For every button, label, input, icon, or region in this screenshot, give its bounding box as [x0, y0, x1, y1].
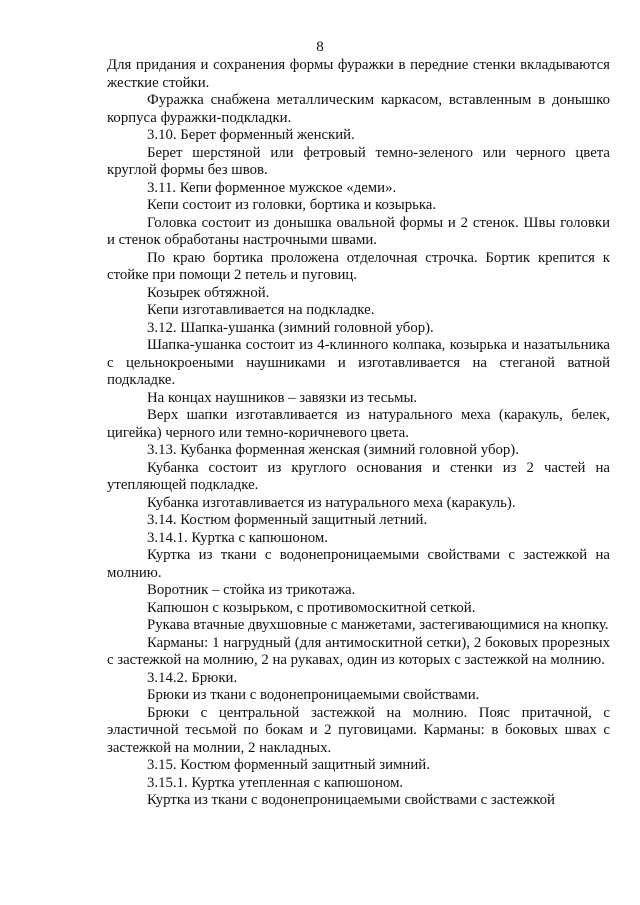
paragraph: Берет шерстяной или фетровый темно-зеленого или черного цвета круглой формы без швов.	[107, 144, 610, 178]
paragraph: 3.13. Кубанка форменная женская (зимний головной убор).	[147, 442, 519, 458]
paragraph: Для придания и сохранения формы фуражки в передние стенки вкладываются жесткие стойки.	[107, 57, 610, 91]
paragraph: 3.11. Кепи форменное мужское «деми».	[147, 179, 397, 196]
document-body	[107, 57, 610, 810]
paragraph: 3.15. Костюм форменный защитный зимний.	[147, 757, 430, 773]
paragraph: Брюки с центральной застежкой на молнию. Пояс притачной, с эластичной тесьмой по бокам и 2 пуговицами. Карманы: в боковых швах с застежкой на молнии, 2 накладных.	[107, 704, 610, 756]
paragraph: Кепи изготавливается на подкладке.	[147, 302, 375, 318]
paragraph: 3.14.1. Куртка с капюшоном.	[147, 529, 328, 546]
paragraph: Куртка из ткани с водонепроницаемыми свойствами с застежкой	[147, 792, 555, 808]
paragraph: Козырек обтяжной.	[147, 284, 270, 301]
paragraph: 3.14. Костюм форменный защитный летний.	[147, 512, 428, 528]
paragraph: Фуражка снабжена металлическим каркасом, вставленным в донышко корпуса фуражки-подкладки.	[107, 92, 610, 126]
paragraph: Кепи состоит из головки, бортика и козырька.	[147, 197, 437, 213]
paragraph: 3.10. Берет форменный женский.	[147, 127, 355, 143]
paragraph: Головка состоит из донышка овальной формы и 2 стенок. Швы головки и стенок обработаны настрочными швами.	[107, 214, 610, 248]
paragraph: Шапка-ушанка состоит из 4-клинного колпака, козырька и назатыльника с цельнокроеными наушниками и изготавливается на стеганой ватной подкладке.	[107, 337, 610, 388]
paragraph: 3.12. Шапка-ушанка (зимний головной убор).	[147, 319, 434, 336]
paragraph: На концах наушников – завязки из тесьмы.	[147, 389, 418, 406]
page-number: 8	[316, 39, 324, 55]
paragraph: Брюки из ткани с водонепроницаемыми свойствами.	[147, 687, 480, 703]
paragraph: 3.15.1. Куртка утепленная с капюшоном.	[147, 774, 404, 791]
paragraph: Карманы: 1 нагрудный (для антимоскитной сетки), 2 боковых прорезных с застежкой на молнию, 2 на рукавах, один из которых с застежкой на молнию.	[107, 634, 610, 668]
paragraph: Рукава втачные двухшовные с манжетами, застегивающимися на кнопку.	[147, 617, 609, 633]
paragraph: Воротник – стойка из трикотажа.	[147, 582, 356, 598]
paragraph: Кубанка состоит из круглого основания и стенки из 2 частей на утепляющей подкладке.	[107, 459, 610, 493]
paragraph: 3.14.2. Брюки.	[147, 669, 238, 686]
paragraph: Верх шапки изготавливается из натурального меха (каракуль, белек, цигейка) черного или темно-коричневого цвета.	[107, 407, 610, 441]
paragraph: По краю бортика проложена отделочная строчка. Бортик крепится к стойке при помощи 2 петель и пуговиц.	[107, 249, 610, 283]
paragraph: Кубанка изготавливается из натурального меха (каракуль).	[147, 494, 516, 511]
paragraph: Куртка из ткани с водонепроницаемыми свойствами с застежкой на молнию.	[107, 547, 610, 581]
paragraph: Капюшон с козырьком, с противомоскитной сеткой.	[147, 599, 476, 616]
